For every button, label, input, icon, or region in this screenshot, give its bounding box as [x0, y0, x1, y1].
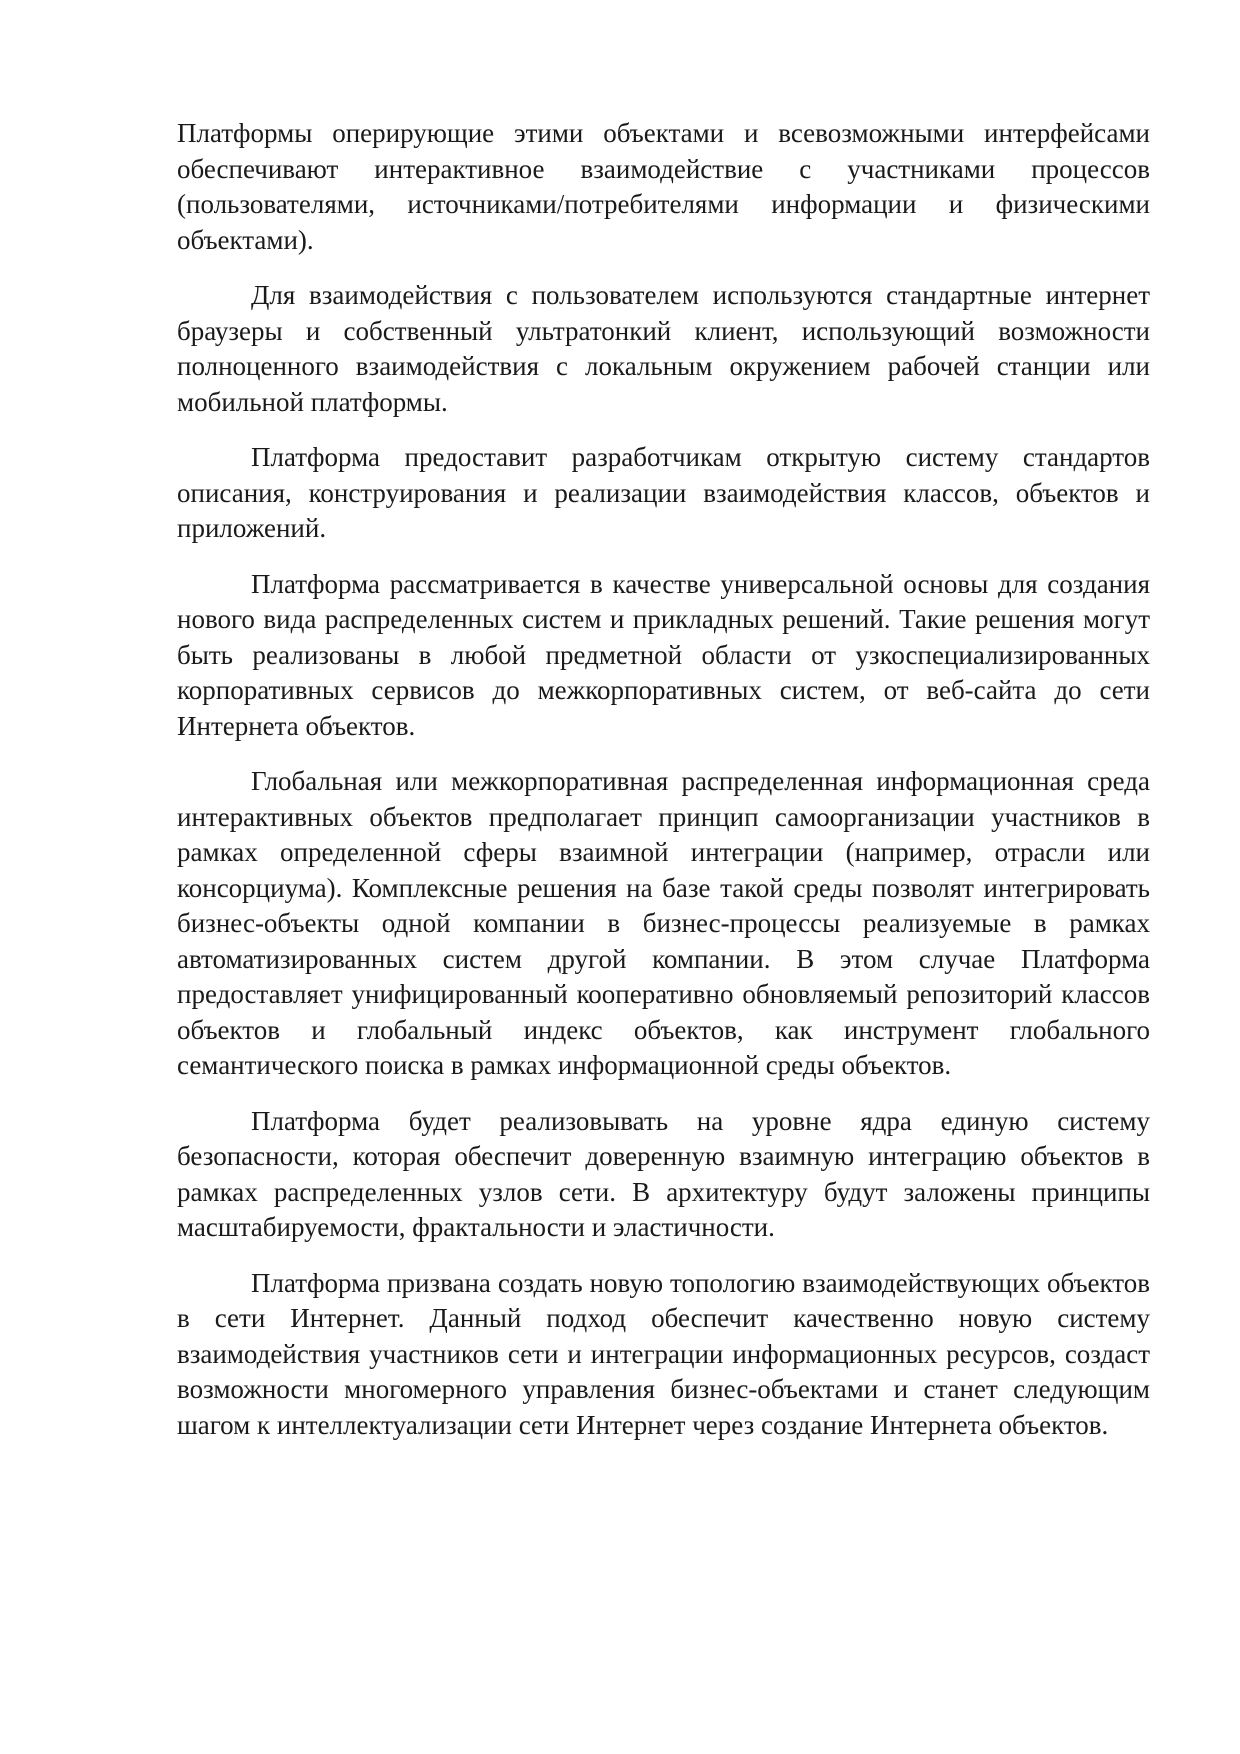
- paragraph-topology: Платформа призвана создать новую топологию взаимодействующих объектов в сети Интернет. Данный подход обеспечит качественно новую систему взаимодействия участников сети и интеграции информационных ресурсов, создаст возможности многомерного управления бизнес-объектами и станет следующим шагом к интеллектуализации сети Интернет через создание Интернета объектов.: [177, 1267, 1150, 1440]
- document-body: [177, 116, 1150, 1463]
- paragraph-global-environment: Глобальная или межкорпоративная распределенная информационная среда интерактивных объектов предполагает принцип самоорганизации участников в рамках определенной сферы взаимной интеграции (например, отрасли или консорциума). Комплексные решения на базе такой среды позволят интегрировать бизнес-объекты одной компании в бизнес-процессы реализуемые в рамках автоматизированных систем другой компании. В этом случае Платформа предоставляет унифицированный кооперативно обновляемый репозиторий классов объектов и глобальный индекс объектов, как инструмент глобального семантического поиска в рамках информационной среды объектов.: [177, 766, 1150, 1080]
- paragraph-platform-objects: Платформы оперирующие этими объектами и всевозможными интерфейсами обеспечивают интерактивное взаимодействие с участниками процессов (пользователями, источниками/потребителями информации и физическими объектами).: [177, 118, 1150, 255]
- paragraph-universal-basis: Платформа рассматривается в качестве универсальной основы для создания нового вида распределенных систем и прикладных решений. Такие решения могут быть реализованы в любой предметной области от узкоспециализированных корпоративных сервисов до межкорпоративных систем, от веб-сайта до сети Интернета объектов.: [177, 568, 1150, 741]
- paragraph-security: Платформа будет реализовывать на уровне ядра единую систему безопасности, которая обеспечит доверенную взаимную интеграцию объектов в рамках распределенных узлов сети. В архитектуру будут заложены принципы масштабируемости, фрактальности и эластичности.: [177, 1105, 1150, 1242]
- paragraph-developer-standards: Платформа предоставит разработчикам открытую систему стандартов описания, конструирования и реализации взаимодействия классов, объектов и приложений.: [177, 442, 1150, 543]
- paragraph-user-interaction: Для взаимодействия с пользователем используются стандартные интернет браузеры и собственный ультратонкий клиент, использующий возможности полноценного взаимодействия с локальным окружением рабочей станции или мобильной платформы.: [177, 280, 1150, 417]
